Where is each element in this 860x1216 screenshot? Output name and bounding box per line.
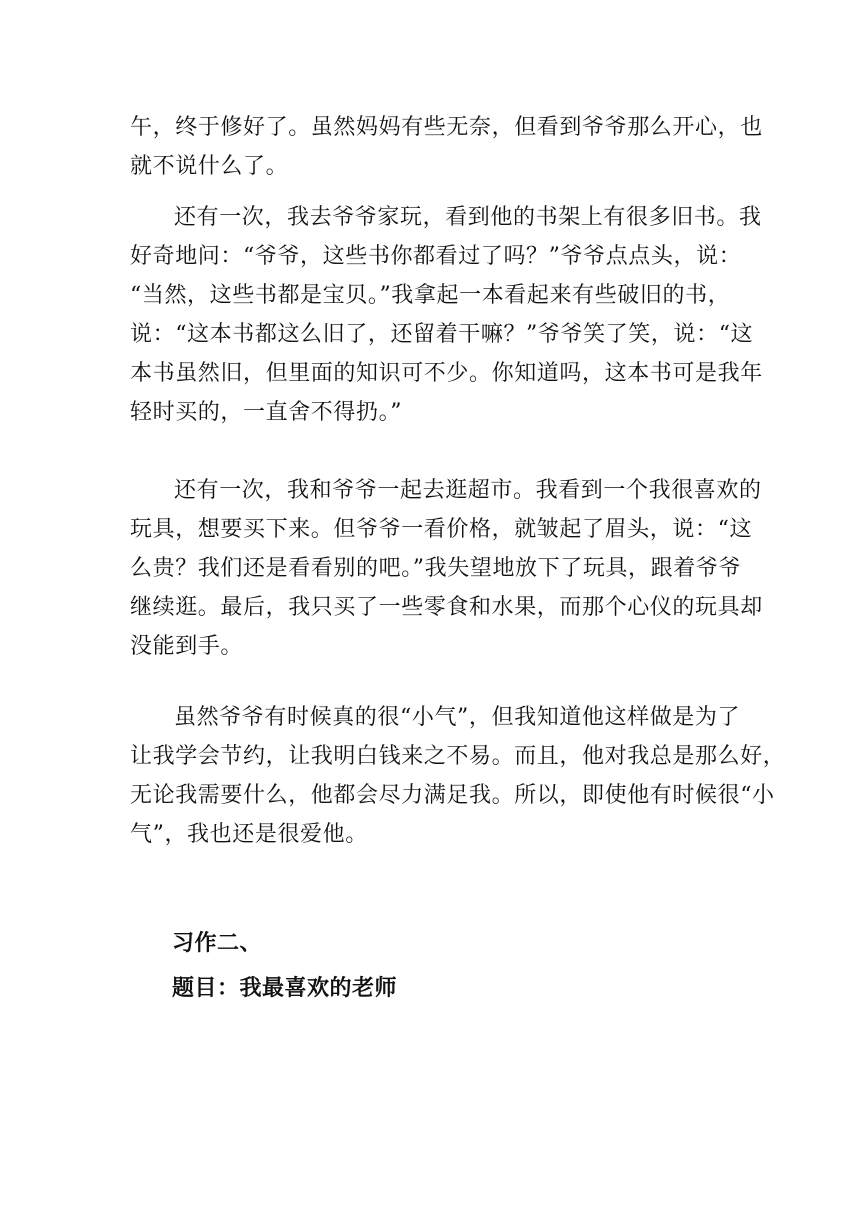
- paragraph-line: 没能到手。: [130, 634, 244, 659]
- paragraph-line: 本书虽然旧，但里面的知识可不少。你知道吗，这本书可是我年: [130, 361, 763, 386]
- paragraph-line: 就不说什么了。: [130, 154, 289, 179]
- paragraph-line: 让我学会节约，让我明白钱来之不易。而且，他对我总是那么好，: [130, 744, 786, 769]
- paragraph-line: 继续逛。最后，我只买了一些零食和水果，而那个心仪的玩具却: [130, 595, 763, 620]
- paragraph-2: [130, 198, 763, 432]
- paragraph-line: 玩具，想要买下来。但爷爷一看价格，就皱起了眉头，说：“这: [130, 517, 753, 542]
- paragraph-line: 还有一次，我和爷爷一起去逛超市。我看到一个我很喜欢的: [174, 478, 762, 503]
- paragraph-line: 么贵？我们还是看看别的吧。”我失望地放下了玩具，跟着爷爷: [130, 556, 742, 581]
- paragraph-line: “当然，这些书都是宝贝。”我拿起一本看起来有些破旧的书，: [130, 283, 731, 308]
- paragraph-line: 午，终于修好了。虽然妈妈有些无奈，但看到爷爷那么开心，也: [130, 115, 763, 140]
- paragraph-line: 虽然爷爷有时候真的很“小气”，但我知道他这样做是为了: [174, 705, 741, 730]
- paragraph-line: 说：“这本书都这么旧了，还留着干嘛？”爷爷笑了笑，说：“这: [130, 322, 754, 347]
- essay-title: 题目：我最喜欢的老师: [172, 976, 398, 1001]
- paragraph-line: 无论我需要什么，他都会尽力满足我。所以，即使他有时候很“小: [130, 783, 775, 808]
- paragraph-line: 还有一次，我去爷爷家玩，看到他的书架上有很多旧书。我: [174, 205, 762, 230]
- paragraph-3: [130, 471, 763, 666]
- paragraph-1: [130, 108, 763, 186]
- section-heading: 习作二、: [172, 931, 263, 956]
- paragraph-line: 轻时买的，一直舍不得扔。”: [130, 400, 403, 425]
- paragraph-4: [130, 698, 786, 854]
- paragraph-line: 好奇地问：“爷爷，这些书你都看过了吗？”爷爷点点头，说：: [130, 244, 742, 269]
- paragraph-line: 气”，我也还是很爱他。: [130, 822, 368, 847]
